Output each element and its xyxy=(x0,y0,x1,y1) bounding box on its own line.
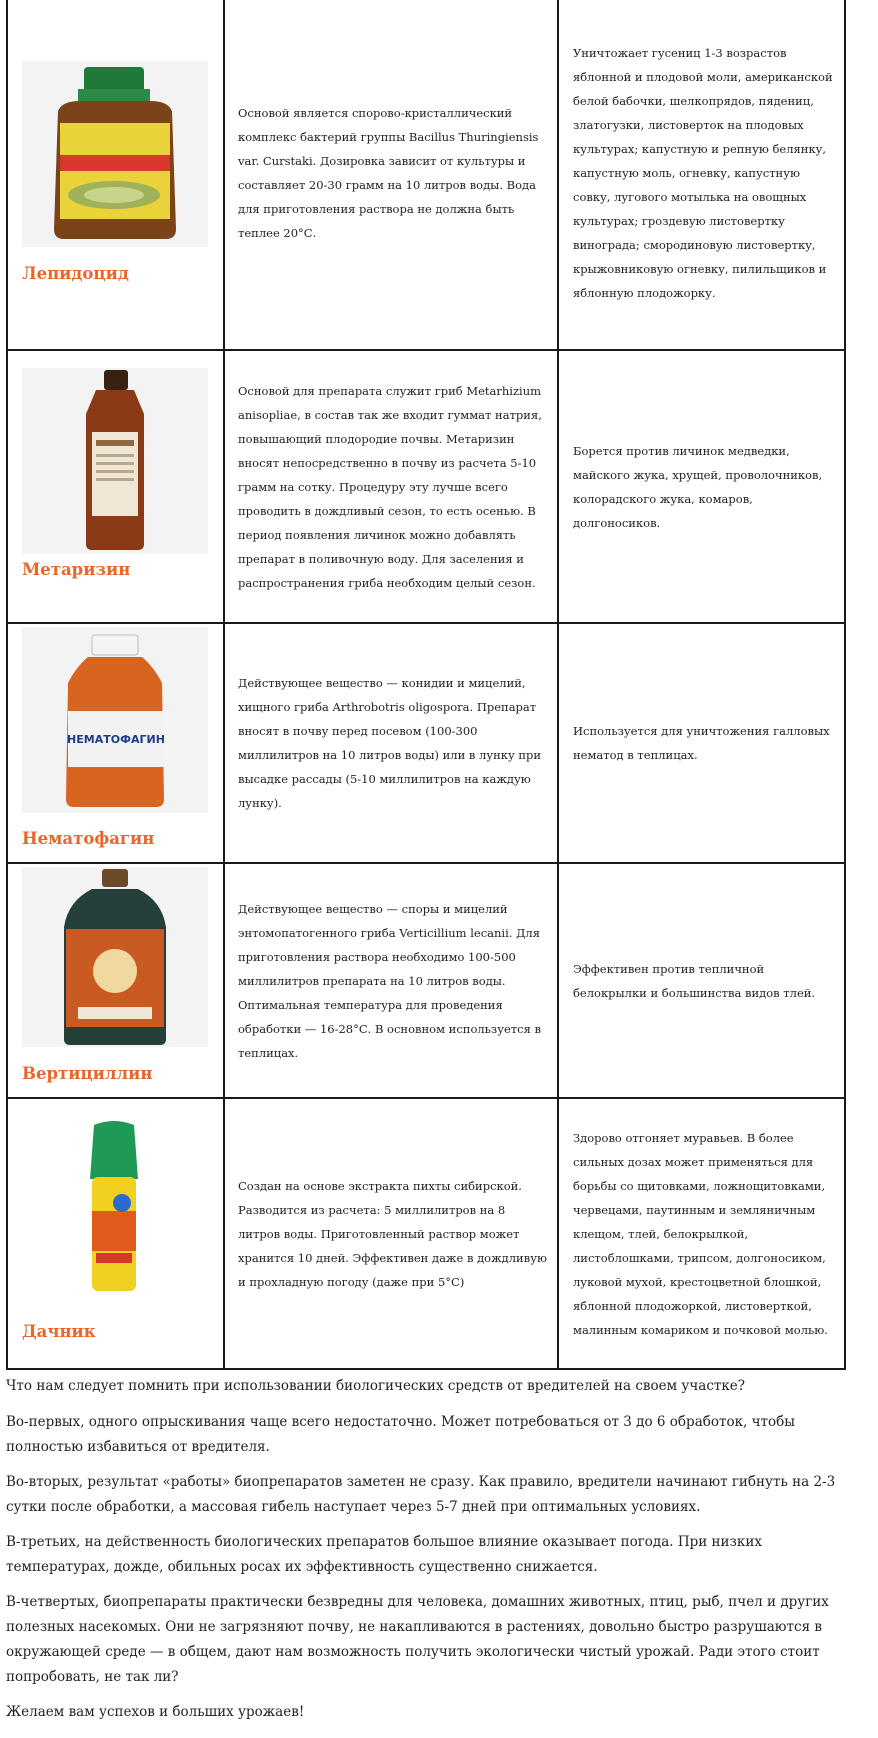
product-usage: Эффективен против тепличной белокрылки и большинства видов тлей. xyxy=(558,863,845,1098)
nematofagin-bottle-image xyxy=(22,627,208,813)
product-image-cell xyxy=(7,1098,224,1369)
product-name: Вертициллин xyxy=(22,1064,153,1083)
product-image-cell xyxy=(7,350,224,623)
product-name: Лепидоцид xyxy=(22,264,129,283)
dachnik-bottle-image xyxy=(22,1119,208,1299)
product-image-cell xyxy=(7,0,224,350)
product-name: Дачник xyxy=(22,1322,96,1341)
product-usage: Здорово отгоняет муравьев. В более сильных дозах может применяться для борьбы со щитовками, ложнощитовками, червецами, паутинным и земляничным клещом, тлей, белокрылкой, листоблошками, трипсом, долгоносиком, луковой мухой, крестоцветной блошкой, яблонной плодожоркой, листоверткой, малинным комариком и почковой молью. xyxy=(558,1098,845,1369)
product-description: Действующее вещество — конидии и мицелий, хищного гриба Arthrobotris oligospora. Препарат вносят в почву перед посевом (100-300 миллилитров на 10 литров воды) или в лунку при высадке рассады (5-10 миллилитров на каждую лунку). xyxy=(224,623,558,863)
product-description: Действующее вещество — споры и мицелий энтомопатогенного гриба Verticillium lecanii. Для приготовления раствора необходимо 100-500 миллилитров препарата на 10 литров воды. Оптимальная температура для проведения обработки — 16-28°С. В основном используется в теплицах. xyxy=(224,863,558,1098)
product-name: Метаризин xyxy=(22,560,131,579)
product-usage: Борется против личинок медведки, майского жука, хрущей, проволочников, колорадского жука, комаров, долгоносиков. xyxy=(558,350,845,623)
paragraph-intro: Что нам следует помнить при использовании биологических средств от вредителей на своем участке? xyxy=(6,1378,746,1394)
table-row xyxy=(7,1098,845,1369)
table-row xyxy=(7,0,845,350)
product-description: Создан на основе экстракта пихты сибирской. Разводится из расчета: 5 миллилитров на 8 литров воды. Приготовленный раствор может хранится 10 дней. Эффективен даже в дождливую и прохладную погоду (даже при 5°С) xyxy=(224,1098,558,1369)
table-row xyxy=(7,350,845,623)
table-row xyxy=(7,623,845,863)
verticillin-bottle-image xyxy=(22,867,208,1047)
paragraph-closing: Желаем вам успехов и больших урожаев! xyxy=(6,1704,305,1720)
metarizin-bottle-image xyxy=(22,368,208,554)
svg-text:НЕМАТОФАГИН: НЕМАТОФАГИН xyxy=(67,733,165,746)
products-table xyxy=(6,0,846,1370)
product-image-cell xyxy=(7,863,224,1098)
paragraph-third: В-третьих, на действенность биологических препаратов большое влияние оказывает погода. При низких температурах, дожде, обильных росах их эффективность существенно снижается. xyxy=(6,1534,762,1575)
lepidocid-bottle-image xyxy=(22,61,208,247)
product-usage: Уничтожает гусениц 1-3 возрастов яблонной и плодовой моли, американской белой бабочки, шелкопрядов, пядениц, златогузки, листоверток на плодовых культурах; капустную и репную белянку, капустную моль, огневку, капустную совку, лугового мотылька на овощных культурах; гроздевую листовертку винограда; смородиновую листовертку, крыжовниковую огневку, пилильщиков и яблонную плодожорку. xyxy=(558,0,845,350)
product-image-cell xyxy=(7,623,224,863)
product-description: Основой является спорово-кристаллический комплекс бактерий группы Bacillus Thuringiensis var. Curstaki. Дозировка зависит от культуры и составляет 20-30 грамм на 10 литров воды. Вода для приготовления раствора не должна быть теплее 20°С. xyxy=(224,0,558,350)
paragraph-first: Во-первых, одного опрыскивания чаще всего недостаточно. Может потребоваться от 3 до 6 обработок, чтобы полностью избавиться от вредителя. xyxy=(6,1414,796,1455)
paragraph-second: Во-вторых, результат «работы» биопрепаратов заметен не сразу. Как правило, вредители начинают гибнуть на 2-3 сутки после обработки, а массовая гибель наступает через 5-7 дней при оптимальных условиях. xyxy=(6,1474,836,1515)
product-description: Основой для препарата служит гриб Metarhizium anisopliae, в состав так же входит гуммат натрия, повышающий плодородие почвы. Метаризин вносят непосредственно в почву из расчета 5-10 грамм на сотку. Процедуру эту лучше всего проводить в дождливый сезон, то есть осенью. В период появления личинок можно добавлять препарат в поливочную воду. Для заселения и распространения гриба необходим целый сезон. xyxy=(224,350,558,623)
paragraph-fourth: В-четвертых, биопрепараты практически безвредны для человека, домашних животных, птиц, рыб, пчел и других полезных насекомых. Они не загрязняют почву, не накапливаются в растениях, довольно быстро разрушаются в окружающей среде — в общем, дают нам возможность получить экологически чистый урожай. Ради этого стоит попробовать, не так ли? xyxy=(6,1594,829,1685)
product-name: Нематофагин xyxy=(22,829,155,848)
product-usage: Используется для уничтожения галловых нематод в теплицах. xyxy=(558,623,845,863)
table-row xyxy=(7,863,845,1098)
